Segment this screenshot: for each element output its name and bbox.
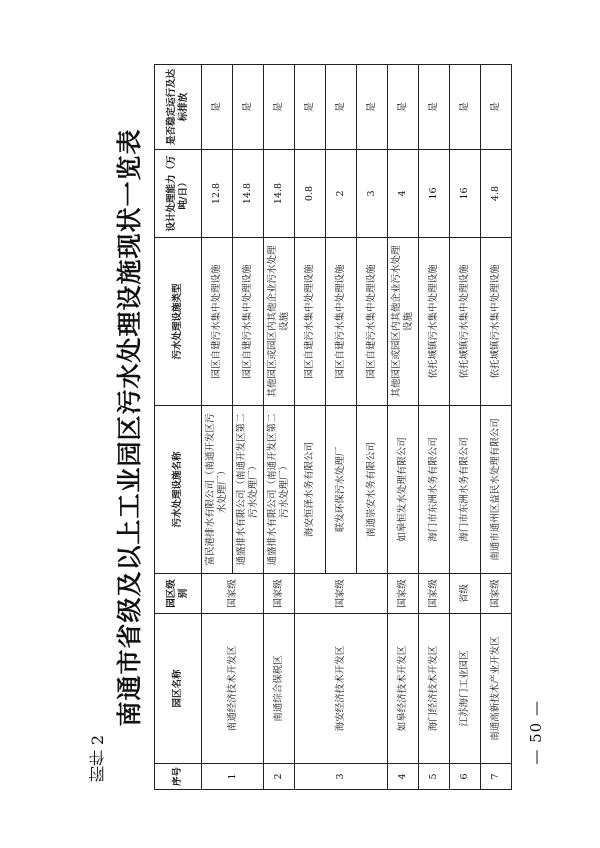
table-row — [264, 65, 295, 790]
cell-compliant: 是 — [326, 65, 357, 150]
cell-level: 国家级 — [202, 574, 264, 614]
cell-facility: 通盛排水有限公司（南通开发区第二污水处理厂） — [264, 406, 295, 574]
page-title: 南通市省级及以上工业园区污水处理设施现状一览表 — [115, 128, 144, 727]
cell-facility: 通盛排水有限公司（南通开发区第二污水处理厂） — [233, 406, 264, 574]
cell-compliant: 是 — [357, 65, 388, 150]
cell-facility: 联发环保污水处理厂 — [326, 406, 357, 574]
cell-compliant: 是 — [419, 65, 450, 150]
cell-park: 海安经济技术开发区 — [295, 614, 388, 764]
cell-type: 园区自建污水集中处理设施 — [357, 238, 388, 406]
cell-capacity: 16 — [419, 150, 450, 238]
header-facility-type: 污水处理设施类型 — [155, 238, 202, 406]
cell-park: 江苏海门工业园区 — [450, 614, 481, 764]
cell-seq: 7 — [481, 764, 512, 790]
cell-type: 依托城镇污水集中处理设施 — [481, 238, 512, 406]
cell-capacity: 14.8 — [264, 150, 295, 238]
cell-seq: 1 — [202, 764, 264, 790]
cell-capacity: 2 — [326, 150, 357, 238]
cell-compliant: 是 — [388, 65, 419, 150]
cell-type: 其他园区或园区内其他企业污水处理设施 — [388, 238, 419, 406]
cell-level: 国家级 — [481, 574, 512, 614]
cell-park: 南通经济技术开发区 — [202, 614, 264, 764]
cell-facility: 如皋恒发水处理有限公司 — [388, 406, 419, 574]
cell-capacity: 4 — [388, 150, 419, 238]
header-seq: 序号 — [155, 764, 202, 790]
header-capacity: 设计处理能力（万吨/日） — [155, 150, 202, 238]
cell-compliant: 是 — [450, 65, 481, 150]
header-compliant: 是否稳定运行及达标排放 — [155, 65, 202, 150]
table-row — [481, 65, 512, 790]
cell-type: 园区自建污水集中处理设施 — [233, 238, 264, 406]
cell-level: 国家级 — [419, 574, 450, 614]
cell-capacity: 0.8 — [295, 150, 326, 238]
cell-seq: 5 — [419, 764, 450, 790]
cell-type: 依托城镇污水集中处理设施 — [419, 238, 450, 406]
cell-park: 如皋经济技术开发区 — [388, 614, 419, 764]
cell-seq: 4 — [388, 764, 419, 790]
cell-level: 国家级 — [264, 574, 295, 614]
cell-facility: 南通市通州区益民水处理有限公司 — [481, 406, 512, 574]
cell-park: 南通综合保税区 — [264, 614, 295, 764]
cell-capacity: 12.8 — [202, 150, 233, 238]
cell-type: 其他园区或园区内其他企业污水处理设施 — [264, 238, 295, 406]
cell-facility: 富民港排水有限公司（南通开发区污水处理厂） — [202, 406, 233, 574]
table-row — [419, 65, 450, 790]
cell-facility: 海门市东洲水务有限公司 — [419, 406, 450, 574]
cell-facility: 海门市东洲水务有限公司 — [450, 406, 481, 574]
facility-table — [154, 64, 512, 790]
cell-capacity: 4.8 — [481, 150, 512, 238]
cell-type: 园区自建污水集中处理设施 — [326, 238, 357, 406]
cell-type: 依托城镇污水集中处理设施 — [450, 238, 481, 406]
cell-type: 园区自建污水集中处理设施 — [295, 238, 326, 406]
cell-compliant: 是 — [264, 65, 295, 150]
cell-compliant: 是 — [202, 65, 233, 150]
cell-type: 园区自建污水集中处理设施 — [202, 238, 233, 406]
attachment-label: 附件 2 — [88, 735, 107, 783]
table-row — [202, 65, 233, 790]
page-number: — 50 — — [527, 700, 545, 765]
cell-seq: 6 — [450, 764, 481, 790]
cell-compliant: 是 — [233, 65, 264, 150]
cell-seq: 3 — [295, 764, 388, 790]
header-park-name: 园区名称 — [155, 614, 202, 764]
cell-seq: 2 — [264, 764, 295, 790]
header-level: 园区级别 — [155, 574, 202, 614]
rotated-page-content — [110, 65, 502, 790]
cell-level: 省级 — [450, 574, 481, 614]
table-header-row — [155, 65, 202, 790]
cell-capacity: 16 — [450, 150, 481, 238]
cell-park: 南通高新技术产业开发区 — [481, 614, 512, 764]
table-row — [388, 65, 419, 790]
cell-level: 国家级 — [388, 574, 419, 614]
cell-compliant: 是 — [481, 65, 512, 150]
cell-capacity: 14.8 — [233, 150, 264, 238]
cell-level: 国家级 — [295, 574, 388, 614]
cell-park: 海门经济技术开发区 — [419, 614, 450, 764]
cell-compliant: 是 — [295, 65, 326, 150]
table-row — [450, 65, 481, 790]
header-facility-name: 污水处理设施名称 — [155, 406, 202, 574]
cell-facility: 海安恒泽水务有限公司 — [295, 406, 326, 574]
cell-capacity: 3 — [357, 150, 388, 238]
table-row — [295, 65, 326, 790]
cell-facility: 南通崇安水务有限公司 — [357, 406, 388, 574]
